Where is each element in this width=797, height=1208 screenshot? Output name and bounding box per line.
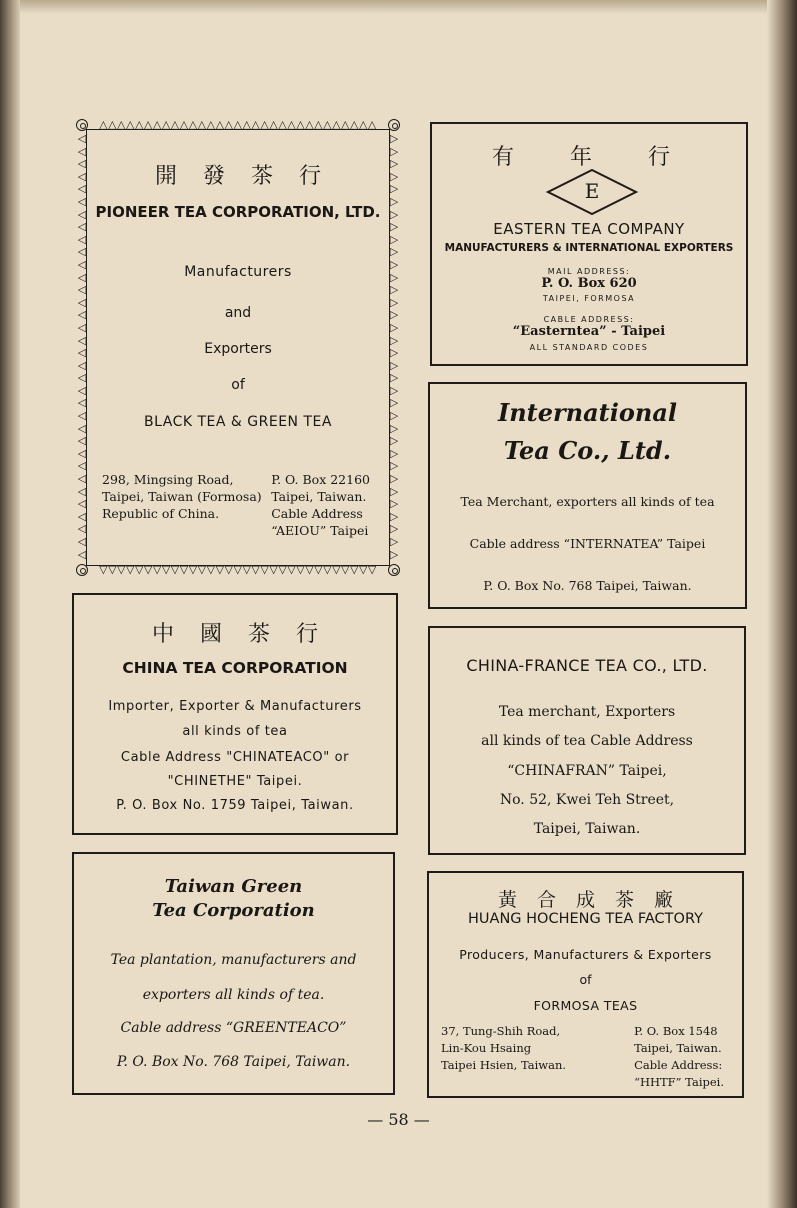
huang-address-right <box>634 1023 724 1091</box>
pioneer-line: BLACK TEA & GREEN TEA <box>144 414 332 430</box>
huang-hocheng-tea-ad <box>427 871 744 1098</box>
huang-company-name: HUANG HOCHENG TEA FACTORY <box>468 911 703 927</box>
pioneer-line: Exporters <box>204 341 272 357</box>
taiwan-green-line: Tea plantation, manufacturers and <box>110 952 357 968</box>
eastern-cable-value: “Easterntea” - Taipei <box>512 324 666 339</box>
address-line: 298, Mingsing Road, <box>102 472 234 487</box>
eastern-logo-letter: E <box>584 179 600 203</box>
eastern-tea-ad <box>430 122 748 366</box>
page-number: — 58 — <box>367 1110 430 1129</box>
taiwan-green-line: Cable address “GREENTEACO” <box>120 1020 347 1036</box>
eastern-codes: ALL STANDARD CODES <box>529 343 649 352</box>
eastern-company-name: EASTERN TEA COMPANY <box>493 220 685 238</box>
china-tea-company-name: CHINA TEA CORPORATION <box>122 659 348 677</box>
international-tea-ad <box>428 382 747 609</box>
eastern-mail-value: P. O. Box 620 <box>541 276 637 291</box>
eastern-subtitle: MANUFACTURERS & INTERNATIONAL EXPORTERS <box>444 242 734 254</box>
address-line: “AEIOU” Taipei <box>271 523 369 538</box>
address-line: “HHTF” Taipei. <box>634 1075 724 1089</box>
taiwan-green-name-line1: Taiwan Green <box>164 876 303 897</box>
china-tea-ad <box>72 593 398 835</box>
triangle-border-top: △△△△△△△△△△△△△△△△△△△△△△△△△△△△△△△ <box>99 119 377 131</box>
address-line: Republic of China. <box>102 506 220 521</box>
address-line: Cable Address <box>271 506 363 521</box>
china-tea-chinese-name: 中國茶行 <box>151 622 344 647</box>
page-right-edge <box>767 0 797 1208</box>
china-tea-line: "CHINETHE" Taipei. <box>167 774 303 789</box>
eastern-mail-label: MAIL ADDRESS: <box>547 267 631 276</box>
book-spine-edge <box>0 0 20 1208</box>
huang-line: Producers, Manufacturers & Exporters <box>459 947 712 962</box>
address-line: 37, Tung-Shih Road, <box>441 1024 561 1038</box>
china-france-line: all kinds of tea Cable Address <box>481 733 693 749</box>
china-tea-line: Cable Address "CHINATEACO" or <box>120 750 350 765</box>
address-line: P. O. Box 22160 <box>271 472 370 487</box>
taiwan-green-tea-ad <box>72 852 395 1095</box>
china-france-line: No. 52, Kwei Teh Street, <box>499 792 675 808</box>
pioneer-address-left <box>102 471 262 539</box>
address-line: Taipei Hsien, Taiwan. <box>441 1058 567 1072</box>
huang-chinese-name: 黃合成茶廠 <box>497 889 693 911</box>
international-name-line1: International <box>497 398 677 427</box>
china-france-line: “CHINAFRAN” Taipei, <box>507 763 667 779</box>
eastern-chinese-name: 有年行 <box>491 145 726 170</box>
page-top-shadow <box>0 0 797 14</box>
pioneer-tea-ad <box>76 119 400 576</box>
international-line: Cable address “INTERNATEA” Taipei <box>469 536 706 551</box>
address-line: Taipei, Taiwan. <box>271 489 367 504</box>
pioneer-address-right <box>271 471 370 539</box>
china-france-line: Taipei, Taiwan. <box>533 821 641 837</box>
pioneer-chinese-name: 開發茶行 <box>154 164 347 189</box>
triangle-border-right: ▷ ▷ ▷ ▷ ▷ ▷ ▷ ▷ ▷ ▷ ▷ ▷ ▷ ▷ ▷ ▷ ▷ ▷ ▷ ▷ ▷ ▷ ▷ ▷ ▷ ▷ ▷ ▷ ▷ ▷ ▷ ▷ ▷ ▷ <box>389 133 399 561</box>
international-line: Tea Merchant, exporters all kinds of tea <box>460 494 715 509</box>
address-line: P. O. Box 1548 <box>634 1024 718 1038</box>
taiwan-green-line: exporters all kinds of tea. <box>142 987 325 1003</box>
address-line: Cable Address: <box>634 1058 723 1072</box>
international-name-line2: Tea Co., Ltd. <box>503 436 672 465</box>
address-line: Lin-Kou Hsaing <box>441 1041 532 1055</box>
address-line: Taipei, Taiwan. <box>634 1041 722 1055</box>
china-tea-line: P. O. Box No. 1759 Taipei, Taiwan. <box>116 798 354 813</box>
huang-address-left <box>441 1023 566 1091</box>
taiwan-green-name-line2: Tea Corporation <box>152 900 315 921</box>
eastern-mail-city: TAIPEI, FORMOSA <box>542 294 636 303</box>
pioneer-line: of <box>231 377 245 393</box>
pioneer-line: and <box>224 305 252 321</box>
china-tea-line: Importer, Exporter & Manufacturers <box>108 699 362 714</box>
taiwan-green-line: P. O. Box No. 768 Taipei, Taiwan. <box>116 1054 351 1070</box>
huang-address-block <box>441 1023 724 1091</box>
china-tea-line: all kinds of tea <box>182 724 288 739</box>
huang-line: FORMOSA TEAS <box>533 998 638 1013</box>
pioneer-line: Manufacturers <box>184 264 292 280</box>
triangle-border-bottom: ▽▽▽▽▽▽▽▽▽▽▽▽▽▽▽▽▽▽▽▽▽▽▽▽▽▽▽▽▽▽▽ <box>99 564 377 576</box>
address-line: Taipei, Taiwan (Formosa) <box>102 489 262 504</box>
international-line: P. O. Box No. 768 Taipei, Taiwan. <box>483 578 692 593</box>
china-france-tea-ad <box>428 626 746 855</box>
huang-line: of <box>579 972 592 987</box>
pioneer-address-block <box>102 471 370 539</box>
pioneer-company-name: PIONEER TEA CORPORATION, LTD. <box>95 203 381 221</box>
china-france-company-name: CHINA-FRANCE TEA CO., LTD. <box>466 656 708 675</box>
eastern-cable-label: CABLE ADDRESS: <box>543 315 635 324</box>
china-france-line: Tea merchant, Exporters <box>498 704 676 720</box>
triangle-border-left: ◁ ◁ ◁ ◁ ◁ ◁ ◁ ◁ ◁ ◁ ◁ ◁ ◁ ◁ ◁ ◁ ◁ ◁ ◁ ◁ ◁ ◁ ◁ ◁ ◁ ◁ ◁ ◁ ◁ ◁ ◁ ◁ ◁ ◁ <box>77 133 87 561</box>
